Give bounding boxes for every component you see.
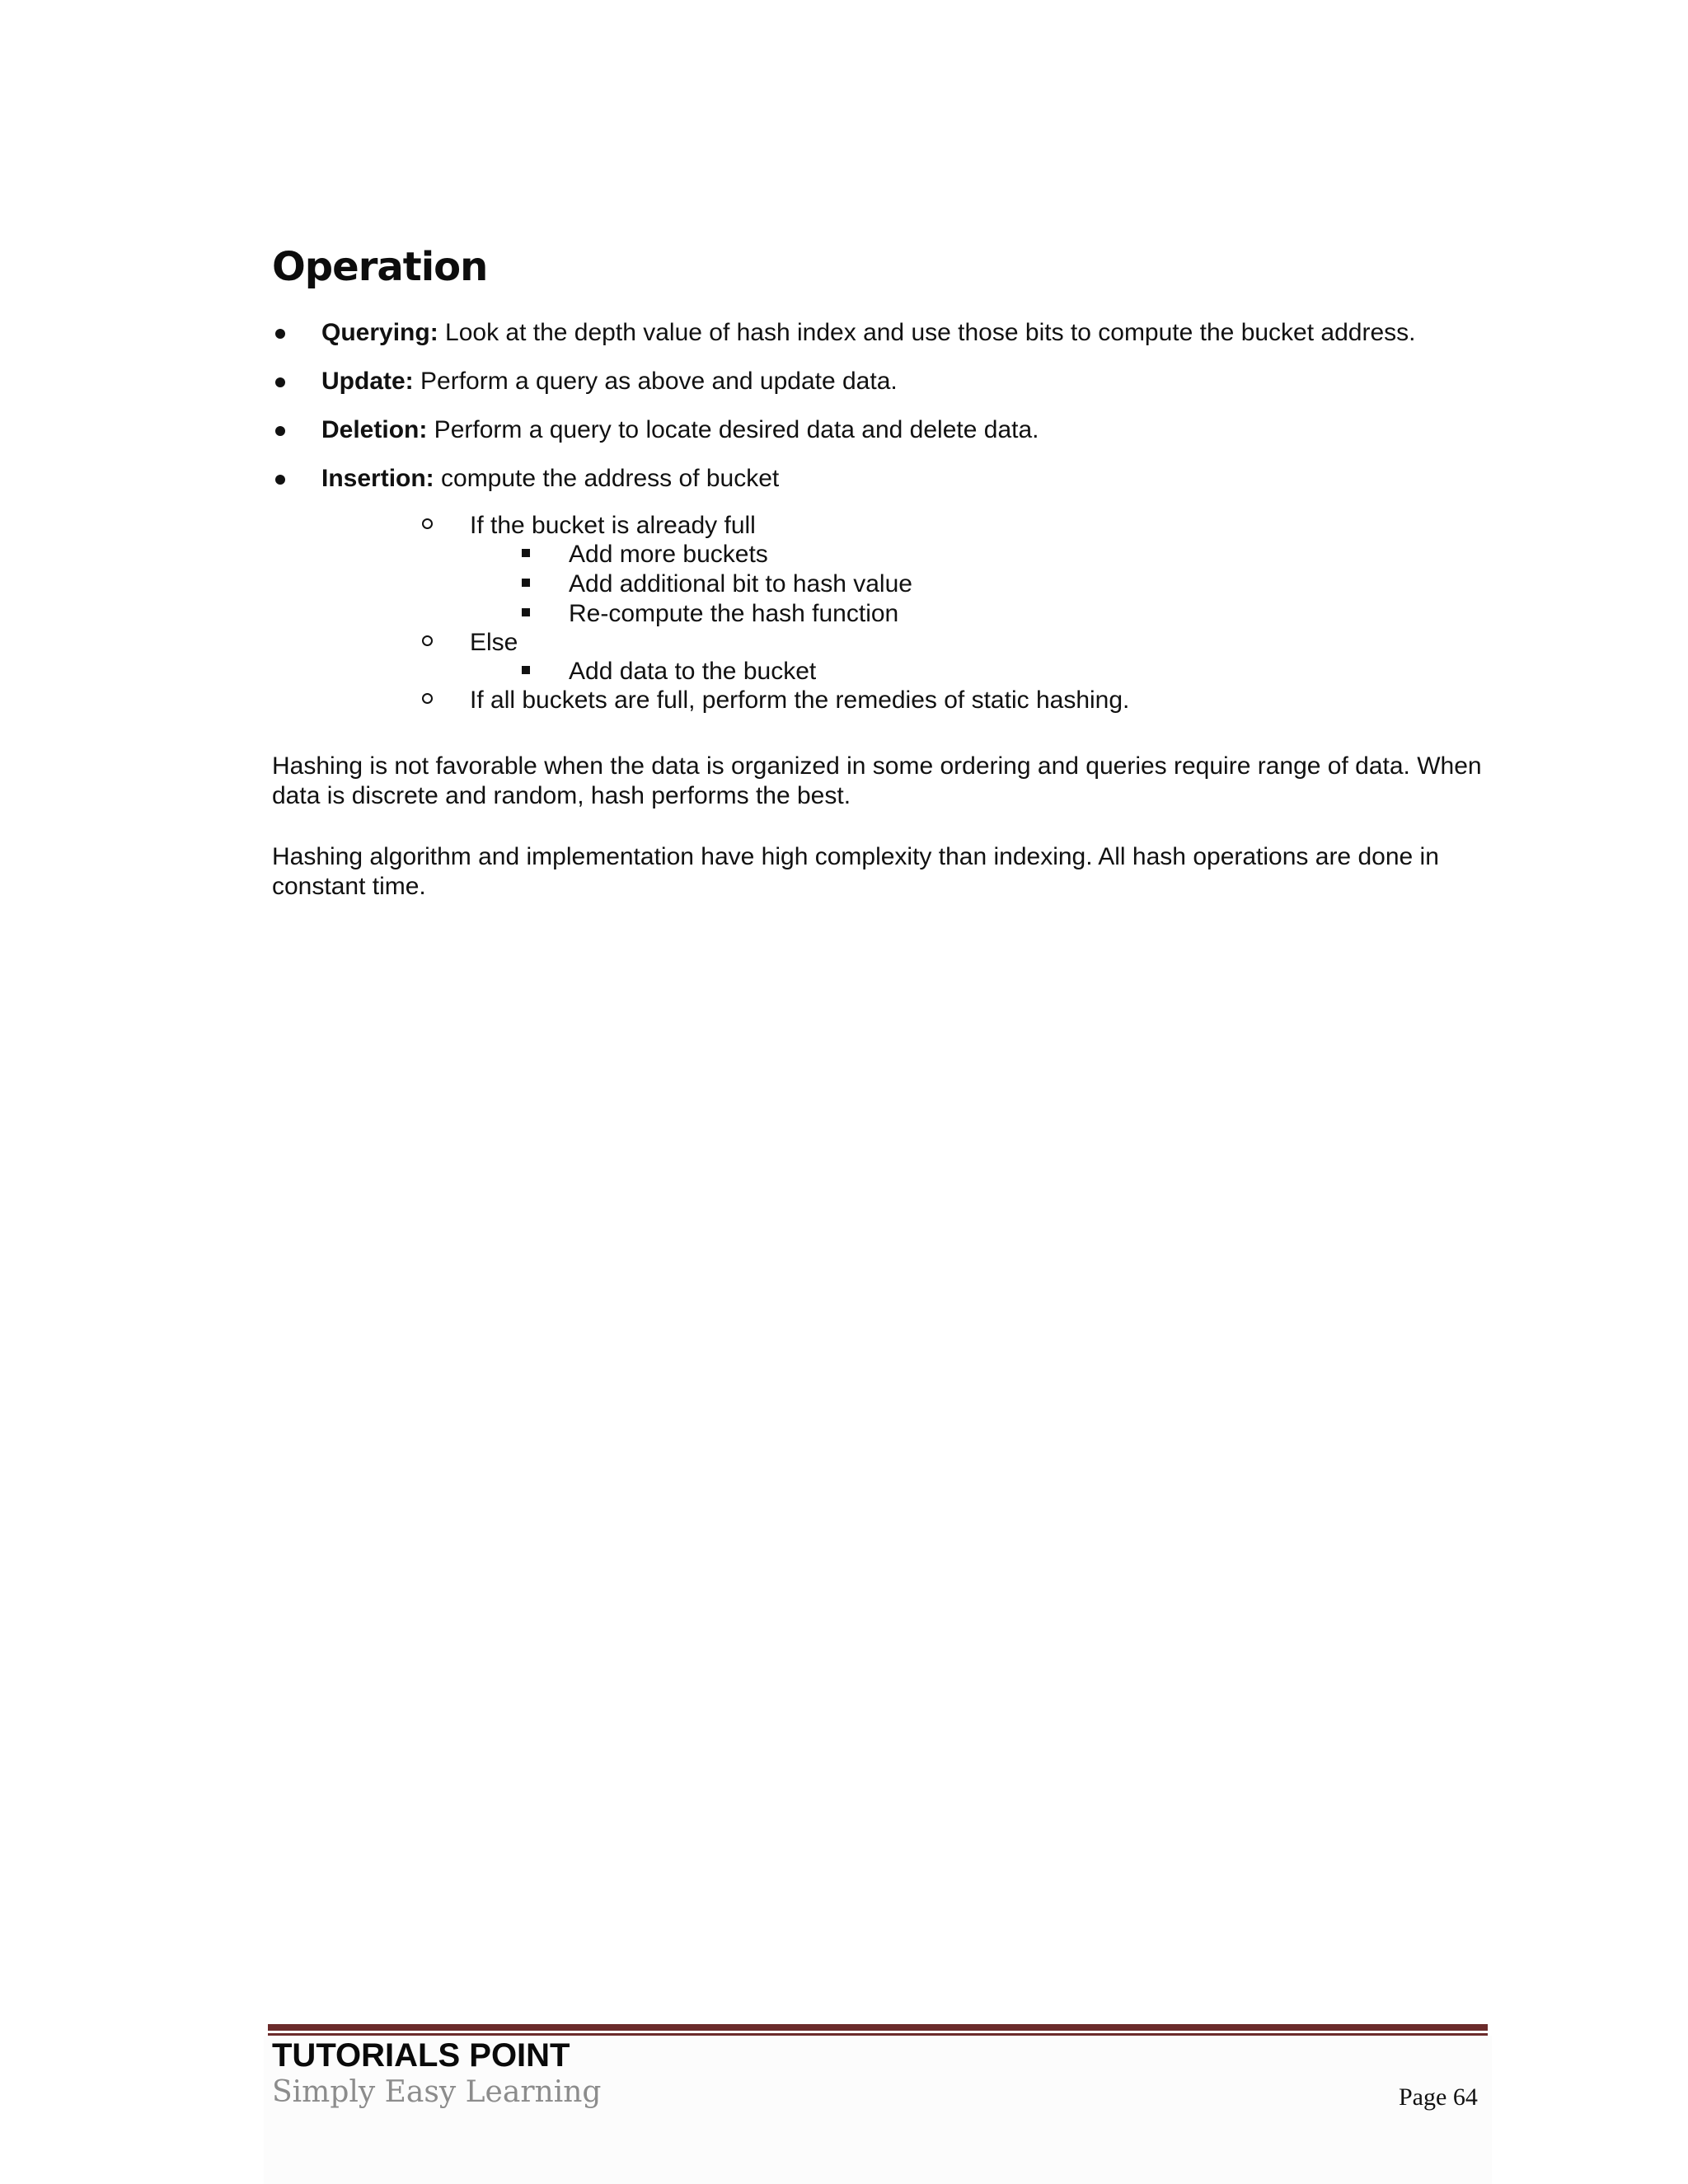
step-text: If all buckets are full, perform the remedies of static hashing. bbox=[470, 687, 1130, 714]
section-heading: Operation bbox=[272, 244, 488, 290]
operation-description: compute the address of bucket bbox=[434, 465, 780, 492]
step-text: If the bucket is already full bbox=[470, 512, 756, 539]
footer-rule-thin bbox=[268, 2033, 1488, 2036]
action-text: Add data to the bucket bbox=[569, 658, 817, 685]
operation-term: Deletion: bbox=[321, 416, 428, 443]
operation-term: Update: bbox=[321, 368, 414, 395]
circle-bullet-icon bbox=[422, 693, 433, 704]
footer-brand: TUTORIALS POINT bbox=[272, 2037, 570, 2074]
action-text: Add additional bit to hash value bbox=[569, 570, 912, 598]
operation-term: Querying: bbox=[321, 319, 438, 346]
action-text: Re-compute the hash function bbox=[569, 600, 899, 627]
body-paragraph: Hashing is not favorable when the data is organized in some ordering and queries require range of data. When data is discrete and random, hash performs the best. bbox=[272, 752, 1482, 809]
page-number: Page 64 bbox=[1399, 2083, 1478, 2111]
operation-description: Perform a query as above and update data. bbox=[413, 368, 898, 395]
square-bullet-icon bbox=[522, 579, 530, 587]
bullet-icon bbox=[275, 475, 285, 485]
square-bullet-icon bbox=[522, 608, 530, 616]
bullet-icon bbox=[275, 377, 285, 387]
bullet-icon bbox=[275, 426, 285, 436]
operation-description: Look at the depth value of hash index and use those bits to compute the bucket address. bbox=[438, 319, 1416, 346]
square-bullet-icon bbox=[522, 666, 530, 674]
footer-rule bbox=[268, 2024, 1488, 2031]
step-text: Else bbox=[470, 629, 518, 656]
operation-term: Insertion: bbox=[321, 465, 434, 492]
circle-bullet-icon bbox=[422, 518, 433, 529]
body-paragraph: Hashing algorithm and implementation have high complexity than indexing. All hash operations are done in constant time. bbox=[272, 843, 1439, 900]
action-text: Add more buckets bbox=[569, 541, 768, 568]
footer-tagline: Simply Easy Learning bbox=[272, 2075, 602, 2109]
bullet-icon bbox=[275, 329, 285, 339]
circle-bullet-icon bbox=[422, 635, 433, 646]
square-bullet-icon bbox=[522, 549, 530, 557]
operation-description: Perform a query to locate desired data and delete data. bbox=[427, 416, 1039, 443]
